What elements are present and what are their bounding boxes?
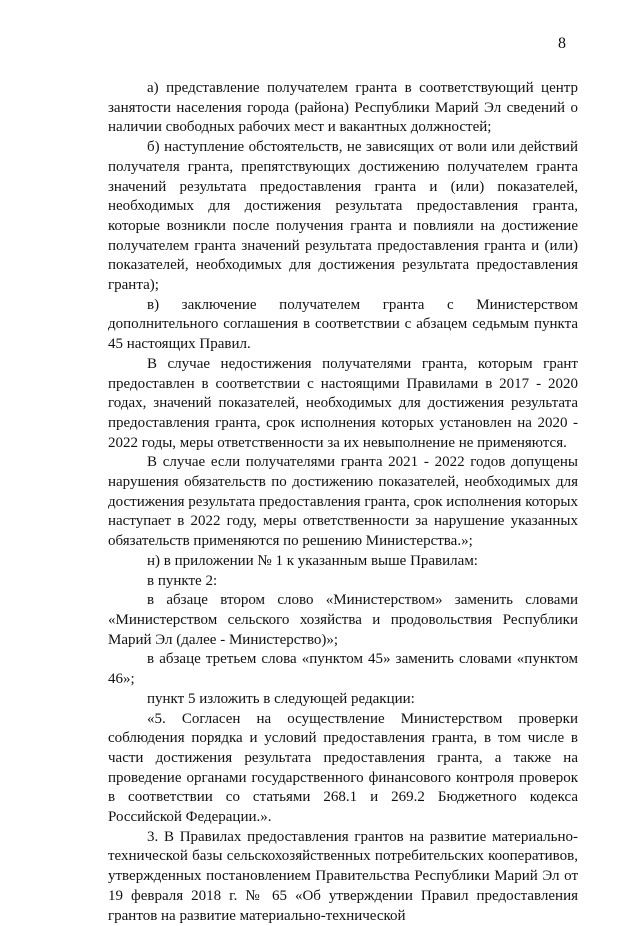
paragraph-3: 3. В Правилах предоставления грантов на развитие материально-технической базы сельскохозяйственных потребительских кооперативов, утвержденных постановлением Правительства Республики Марий Эл от 19 февраля 2018 г. № 65 «Об утверждении Правил предоставления грантов на развитие материально-технической: [108, 828, 578, 924]
paragraph-point-2: в пункте 2:: [147, 572, 218, 589]
paragraph-violations: В случае если получателями гранта 2021 - 2022 годов допущены нарушения обязательств по достижению показателей, необходимых для достижения результата предоставления гранта, срок исполнения которых наступает в 2022 году, меры ответственности за нарушение указанных обязательств применяются по решению Министерства.»;: [108, 454, 578, 550]
paragraph-a: а) представление получателем гранта в соответствующий центр занятости населения города (района) Республики Марий Эл сведений о наличии свободных рабочих мест и вакантных должностей;: [108, 80, 578, 136]
paragraph-b: б) наступление обстоятельств, не зависящих от воли или действий получателя гранта, препятствующих достижению получателем гранта значений результата предоставления гранта и (или) показателей, необходимых для достижения результата предоставления гранта, которые возникли после получения гранта и повлияли на достижение получателем гранта значений результата предоставления гранта и (или) показателей, необходимых для достижения результата предоставления гранта);: [108, 139, 578, 294]
paragraph-point-5-text: «5. Согласен на осуществление Министерством проверки соблюдения порядка и условий предоставления гранта, в том числе в части достижения результата предоставления гранта, а также на проведение органами государственного финансового контроля проверок в соответствии со статьями 268.1 и 269.2 Бюджетного кодекса Российской Федерации.».: [108, 710, 578, 826]
paragraph-point-5: пункт 5 изложить в следующей редакции:: [147, 690, 415, 707]
paragraph-third-indent: в абзаце третьем слова «пунктом 45» заменить словами «пунктом 46»;: [108, 651, 578, 688]
paragraph-n: н) в приложении № 1 к указанным выше Правилам:: [147, 552, 478, 569]
page-number: 8: [558, 35, 566, 52]
document-body: [108, 79, 578, 926]
paragraph-second-indent: в абзаце втором слово «Министерством» заменить словами «Министерством сельского хозяйства и продовольствия Республики Марий Эл (далее - Министерство)»;: [108, 592, 578, 648]
paragraph-v: в) заключение получателем гранта с Министерством дополнительного соглашения в соответствии с абзацем седьмым пункта 45 настоящих Правил.: [108, 296, 578, 353]
paragraph-non-achievement: В случае недостижения получателями гранта, которым грант предоставлен в соответствии с настоящими Правилами в 2017 - 2020 годах, значений показателей, необходимых для достижения результата предоставления гранта, срок исполнения которых установлен на 2020 - 2022 годы, меры ответственности за их невыполнение не применяются.: [108, 355, 578, 451]
